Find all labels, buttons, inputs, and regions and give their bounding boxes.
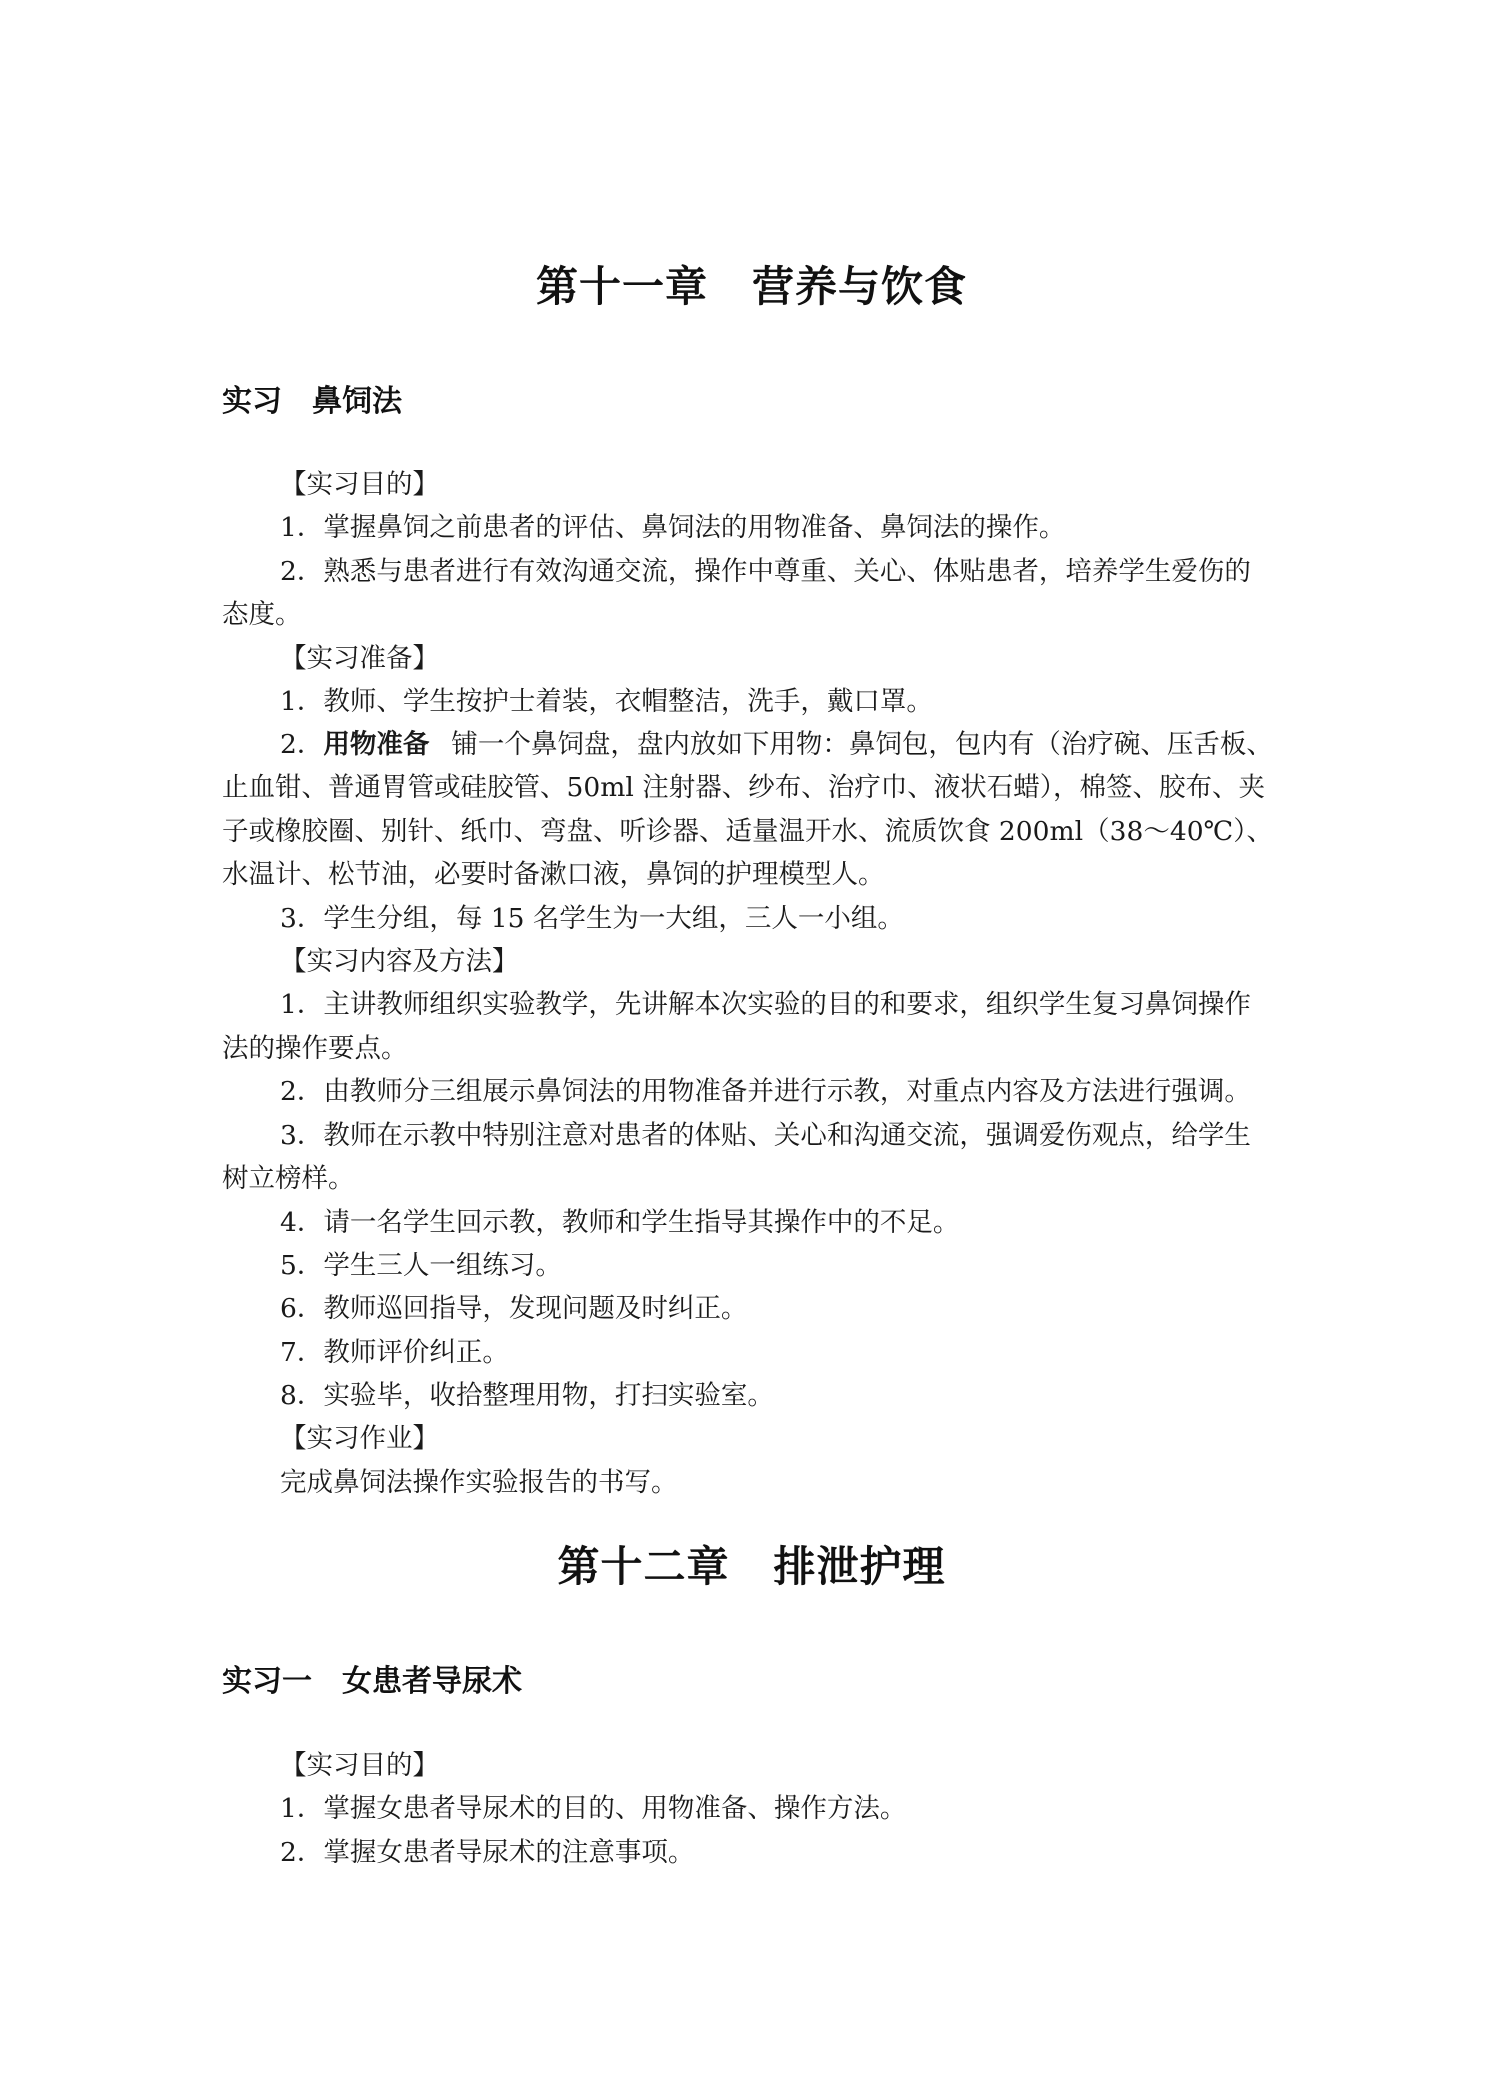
content-item-7: 7．教师评价纠正。 xyxy=(280,1337,509,1368)
goals-item-2-line-2: 态度。 xyxy=(222,599,302,630)
goals-item-1: 1．掌握鼻饲之前患者的评估、鼻饲法的用物准备、鼻饲法的操作。 xyxy=(280,512,1066,543)
chapter-11-title xyxy=(0,262,1503,312)
content-item-4: 4．请一名学生回示教，教师和学生指导其操作中的不足。 xyxy=(280,1207,960,1238)
content-item-5: 5．学生三人一组练习。 xyxy=(280,1250,562,1281)
content-item-3-line-2: 树立榜样。 xyxy=(222,1163,355,1194)
ch12-goals-item-2: 2．掌握女患者导尿术的注意事项。 xyxy=(280,1837,695,1868)
prep-item-2-bold-label: 用物准备 xyxy=(323,729,430,760)
prep-item-2-line-3: 子或橡胶圈、别针、纸巾、弯盘、听诊器、适量温开水、流质饮食 200ml（38～40℃）、 xyxy=(222,816,1273,847)
chapter-11-number: 第十一章 xyxy=(535,262,708,311)
section-title-nasal-feeding xyxy=(222,383,402,421)
ch12-goals-item-1: 1．掌握女患者导尿术的目的、用物准备、操作方法。 xyxy=(280,1793,907,1824)
prep-item-3: 3．学生分组，每 15 名学生为一大组，三人一小组。 xyxy=(280,903,904,934)
homework-text: 完成鼻饲法操作实验报告的书写。 xyxy=(280,1467,678,1498)
chapter-12-title xyxy=(0,1542,1503,1592)
section-label: 实习一 xyxy=(222,1664,312,1699)
homework-heading: 【实习作业】 xyxy=(280,1423,439,1454)
goals-item-2-line-1: 2．熟悉与患者进行有效沟通交流，操作中尊重、关心、体贴患者，培养学生爱伤的 xyxy=(280,556,1251,587)
content-item-1-line-2: 法的操作要点。 xyxy=(222,1033,408,1064)
chapter-12-number: 第十二章 xyxy=(557,1542,730,1591)
chapter-11-name: 营养与饮食 xyxy=(752,262,968,311)
section-label: 实习 xyxy=(222,384,282,419)
content-item-3-line-1: 3．教师在示教中特别注意对患者的体贴、关心和沟通交流，强调爱伤观点，给学生 xyxy=(280,1120,1251,1151)
section-name: 鼻饲法 xyxy=(312,384,402,419)
prep-item-2-number: 2． xyxy=(280,729,324,760)
ch12-goals-heading: 【实习目的】 xyxy=(280,1750,439,1781)
prep-item-2-line-4: 水温计、松节油，必要时备漱口液，鼻饲的护理模型人。 xyxy=(222,859,885,890)
content-item-6: 6．教师巡回指导，发现问题及时纠正。 xyxy=(280,1293,748,1324)
prep-item-2-line-2: 止血钳、普通胃管或硅胶管、50ml 注射器、纱布、治疗巾、液状石蜡），棉签、胶布、夹 xyxy=(222,772,1265,803)
prep-item-2-text: 铺一个鼻饲盘，盘内放如下用物：鼻饲包，包内有（治疗碗、压舌板、 xyxy=(451,729,1273,760)
prep-item-2-line-1 xyxy=(280,728,1273,762)
section-name: 女患者导尿术 xyxy=(342,1664,522,1699)
content-item-1-line-1: 1．主讲教师组织实验教学，先讲解本次实验的目的和要求，组织学生复习鼻饲操作 xyxy=(280,989,1251,1020)
content-item-8: 8．实验毕，收拾整理用物，打扫实验室。 xyxy=(280,1380,774,1411)
section-title-catheterization xyxy=(222,1663,522,1701)
prep-item-1: 1．教师、学生按护士着装，衣帽整洁，洗手，戴口罩。 xyxy=(280,686,933,717)
prep-heading: 【实习准备】 xyxy=(280,643,439,674)
content-item-2: 2．由教师分三组展示鼻饲法的用物准备并进行示教，对重点内容及方法进行强调。 xyxy=(280,1076,1251,1107)
content-heading: 【实习内容及方法】 xyxy=(280,946,519,977)
goals-heading: 【实习目的】 xyxy=(280,469,439,500)
chapter-12-name: 排泄护理 xyxy=(773,1542,946,1591)
